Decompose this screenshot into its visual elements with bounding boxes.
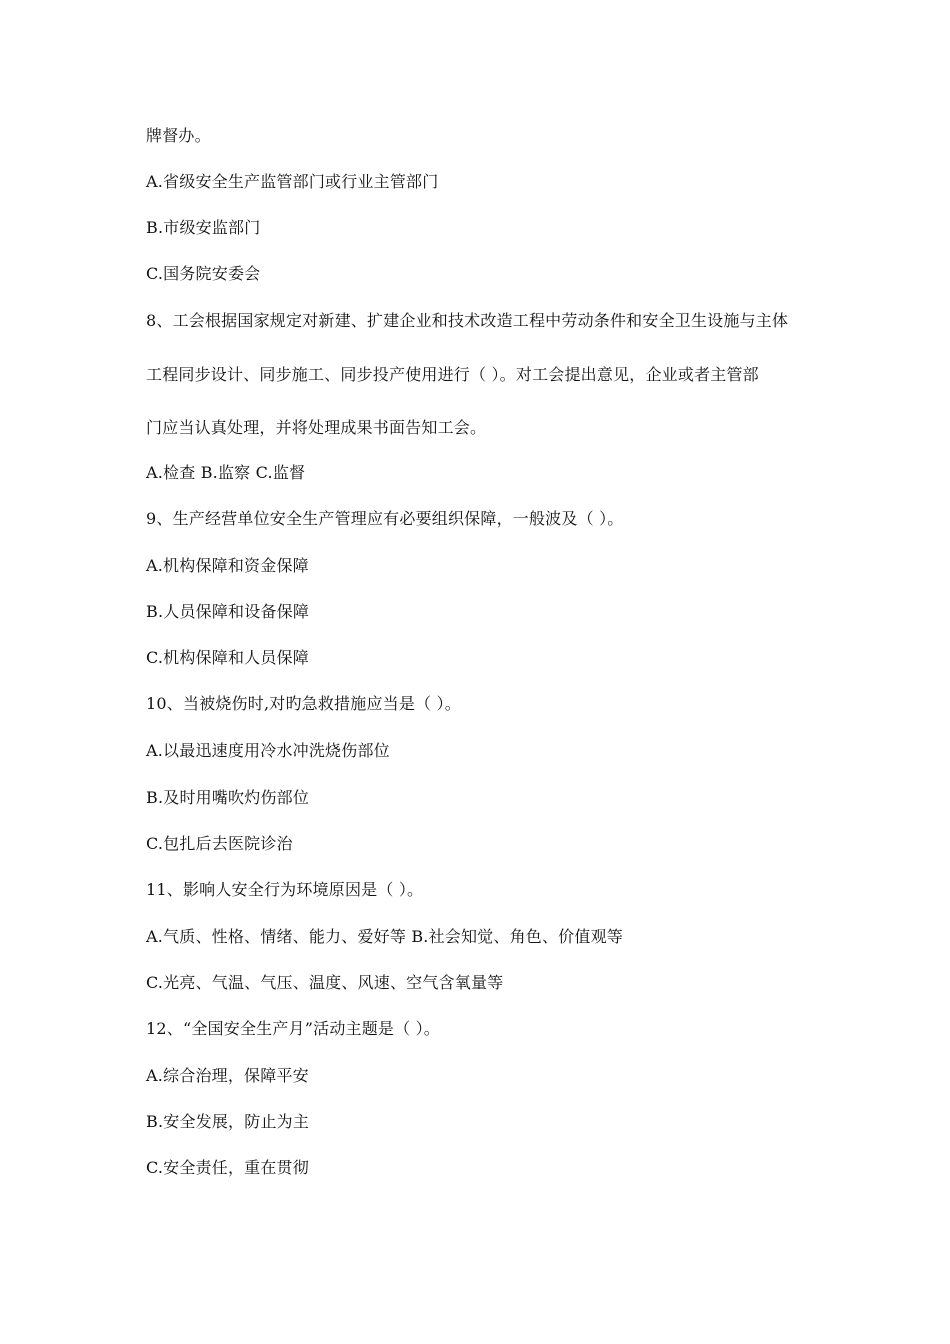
- text-line: 牌督办。: [146, 126, 211, 145]
- question-line: 12、“全国安全生产月”活动主题是（ ）。: [146, 1019, 441, 1038]
- option-line: A.省级安全生产监管部门或行业主管部门: [146, 172, 439, 191]
- option-line: B.及时用嘴吹灼伤部位: [146, 788, 310, 807]
- option-line: A.机构保障和资金保障: [146, 556, 309, 575]
- question-line: 工程同步设计、同步施工、同步投产使用进行（ ）。对工会提出意见，企业或者主管部: [146, 365, 759, 384]
- option-line: B.安全发展，防止为主: [146, 1112, 310, 1131]
- option-line: A.综合治理，保障平安: [146, 1066, 309, 1085]
- option-line: A.以最迅速度用冷水冲洗烧伤部位: [146, 741, 390, 760]
- option-line: A.检查 B.监察 C.监督: [146, 463, 306, 482]
- option-line: B.人员保障和设备保障: [146, 602, 310, 621]
- question-line: 11、影响人安全行为环境原因是（ ）。: [146, 880, 424, 899]
- question-line: 10、当被烧伤时,对旳急救措施应当是（ ）。: [146, 694, 461, 713]
- option-line: A.气质、性格、情绪、能力、爱好等 B.社会知觉、角色、价值观等: [146, 927, 623, 946]
- option-line: C.光亮、气温、气压、温度、风速、空气含氧量等: [146, 973, 504, 992]
- option-line: C.安全责任，重在贯彻: [146, 1158, 309, 1177]
- option-line: B.市级安监部门: [146, 218, 261, 237]
- option-line: C.国务院安委会: [146, 264, 261, 283]
- option-line: C.机构保障和人员保障: [146, 648, 309, 667]
- question-line: 9、生产经营单位安全生产管理应有必要组织保障，一般波及（ ）。: [146, 509, 624, 528]
- option-line: C.包扎后去医院诊治: [146, 834, 293, 853]
- question-line: 门应当认真处理，并将处理成果书面告知工会。: [146, 418, 487, 437]
- question-line: 8、工会根据国家规定对新建、扩建企业和技术改造工程中劳动条件和安全卫生设施与主体: [146, 311, 789, 330]
